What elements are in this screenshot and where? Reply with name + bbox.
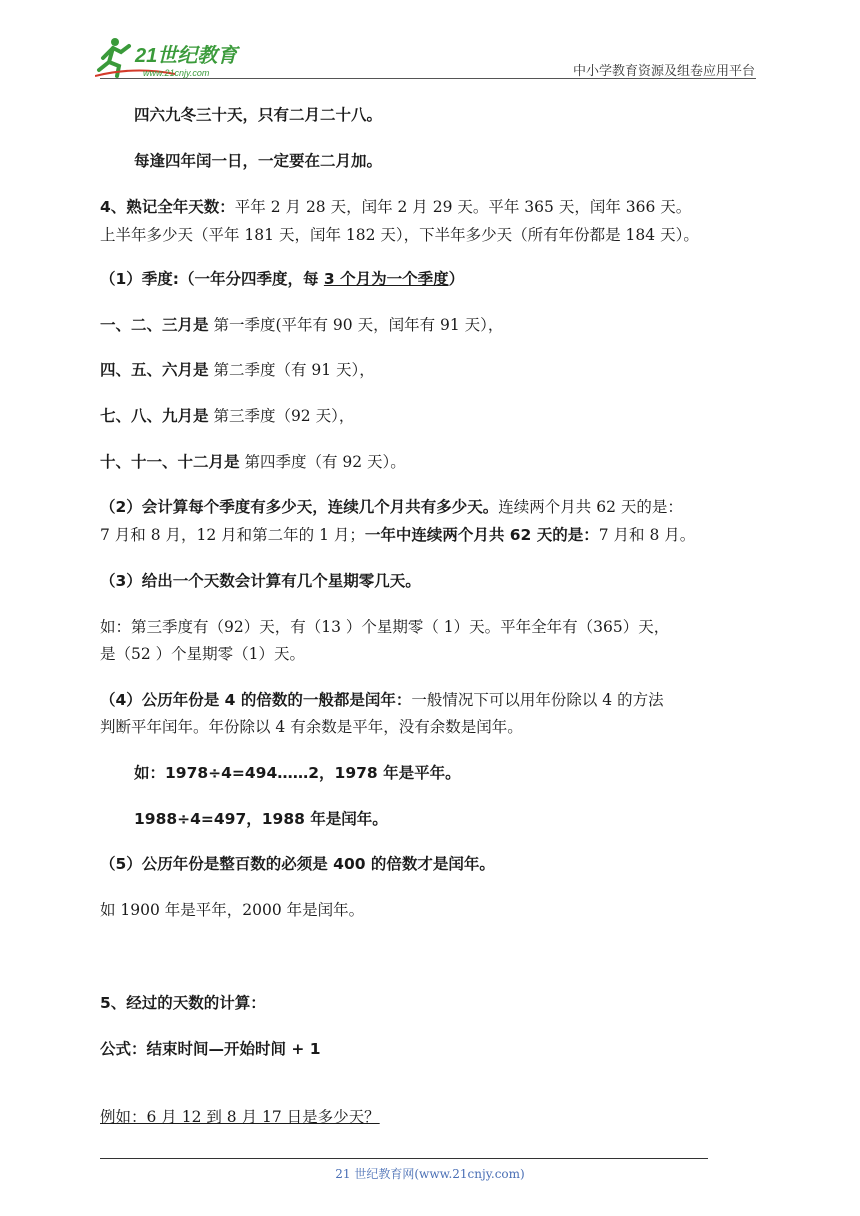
runner-logo-icon [95, 36, 265, 80]
quarter-2-text: 第二季度（有 91 天）， [208, 361, 375, 379]
quarter-4 [100, 449, 760, 475]
header-divider [100, 78, 756, 79]
section-2-heading: （2）会计算每个季度有多少天，连续几个月共有多少天。 [100, 498, 499, 516]
section-5-example: 如 1900 年是平年，2000 年是闰年。 [100, 901, 365, 919]
days-heading-label: 4、熟记全年天数： [100, 198, 235, 216]
quarter-heading-underlined: 3 个月为一个季度 [323, 270, 449, 288]
section-2-bold: 一年中连续两个月共 62 天的是： [364, 526, 599, 544]
section-3-example-2: 是（52 ）个星期零（1）天。 [100, 645, 306, 663]
section-2-text: 连续两个月共 62 天的是： [498, 498, 683, 516]
rhyme-line-1: 四六九冬三十天，只有二月二十八。 [134, 106, 383, 124]
quarter-1 [100, 312, 760, 338]
example-1978: 如：1978÷4=494……2，1978 年是平年。 [134, 764, 461, 782]
days-heading [100, 194, 760, 220]
quarter-heading-a: （1）季度:（一年分四季度，每 [100, 270, 324, 288]
quarter-4-months: 十、十一、十二月是 [100, 453, 240, 471]
quarter-heading [100, 266, 760, 292]
logo-text: 21世纪教育 [135, 45, 238, 67]
section-4-heading: （4）公历年份是 4 的倍数的一般都是闰年： [100, 691, 412, 709]
logo-url: www.21cnjy.com [143, 68, 210, 78]
section-2-line-1 [100, 494, 760, 520]
rhyme-line-2: 每逢四年闰一日，一定要在二月加。 [134, 152, 383, 170]
quarter-1-months: 一、二、三月是 [100, 316, 209, 334]
example-1988: 1988÷4=497，1988 年是闰年。 [134, 810, 388, 828]
half-year-line: 上半年多少天（平年 181 天，闰年 182 天），下半年多少天（所有年份都是 184 天）。 [100, 226, 699, 244]
quarter-2 [100, 357, 760, 383]
quarter-3 [100, 403, 760, 429]
footer-link[interactable]: 21 世纪教育网(www.21cnjy.com) [335, 1167, 525, 1181]
quarter-heading-b: ） [448, 270, 465, 288]
section-4-text: 一般情况下可以用年份除以 4 的方法 [411, 691, 664, 709]
site-logo [95, 36, 265, 80]
example-question: 例如：6 月 12 到 8 月 17 日是多少天？ [100, 1108, 380, 1126]
days-heading-text: 平年 2 月 28 天，闰年 2 月 29 天。平年 365 天，闰年 366 天。 [234, 198, 692, 216]
section-3-heading: （3）给出一个天数会计算有几个星期零几天。 [100, 572, 421, 590]
section-2-line-2 [100, 522, 760, 548]
quarter-2-months: 四、五、六月是 [100, 361, 209, 379]
section-3-example-1: 如：第三季度有（92）天，有（13 ）个星期零（ 1）天。平年全年有（365）天， [100, 618, 670, 636]
quarter-4-text: 第四季度（有 92 天）。 [239, 453, 406, 471]
section-4-line-2: 判断平年闰年。年份除以 4 有余数是平年，没有余数是闰年。 [100, 718, 523, 736]
elapsed-days-heading: 5、经过的天数的计算： [100, 994, 266, 1012]
formula-line: 公式：结束时间—开始时间 + 1 [100, 1040, 321, 1058]
section-2-text-c: 7 月和 8 月。 [598, 526, 696, 544]
page-header [0, 0, 860, 80]
quarter-3-text: 第三季度（92 天）， [208, 407, 355, 425]
footer-divider [100, 1158, 708, 1159]
platform-name: 中小学教育资源及组卷应用平台 [572, 64, 755, 79]
section-5-heading: （5）公历年份是整百数的必须是 400 的倍数才是闰年。 [100, 855, 495, 873]
section-4-line-1 [100, 687, 760, 713]
section-2-text-a: 7 月和 8 月，12 月和第二年的 1 月； [100, 526, 365, 544]
quarter-1-text: 第一季度(平年有 90 天，闰年有 91 天）， [208, 316, 504, 334]
quarter-3-months: 七、八、九月是 [100, 407, 209, 425]
